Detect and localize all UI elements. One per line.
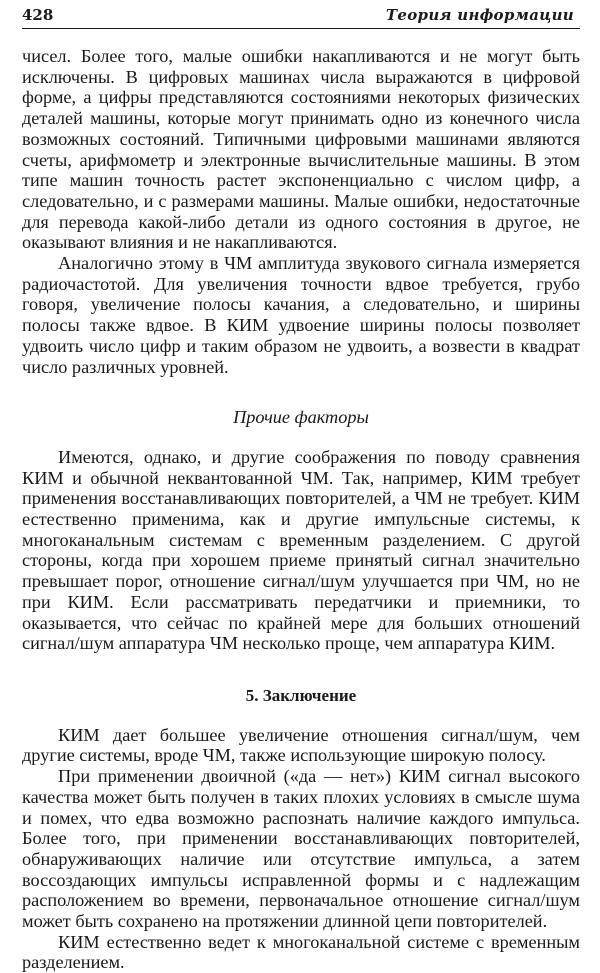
body-text bbox=[22, 46, 580, 973]
paragraph: КИМ дает большее увеличение отношения сигнал/шум, чем другие системы, вроде ЧМ, также использующие широкую полосу. bbox=[22, 724, 580, 766]
paragraph: Имеются, однако, и другие соображения по поводу сравнения КИМ и обычной неквантованной ЧМ. Так, например, КИМ требует применения восстанавливающих повторителей, а ЧМ не требует. КИМ естественно применима, как и другие импульсные системы, к многоканальным системам с временным разделением. С другой стороны, когда при хорошем приеме принятый сигнал значительно превышает порог, отношение сигнал/шум улучшается при ЧМ, но не при КИМ. Если рассматривать передатчики и приемники, то оказывается, что сейчас по крайней мере для больших отношений сигнал/шум аппаратура ЧМ несколько проще, чем аппаратура КИМ. bbox=[22, 446, 580, 654]
paragraph: КИМ естественно ведет к многоканальной системе с временным разделением. bbox=[22, 931, 580, 973]
page-number: 428 bbox=[22, 6, 54, 24]
paragraph: При применении двоичной («да — нет») КИМ сигнал высокого качества может быть получен в таких плохих условиях в смысле шума и помех, что едва возможно распознать наличие каждого импульса. Более того, при применении восстанавливающих повторителей, обнаруживающих наличие или отсутствие импульса, а затем воссоздающих импульсы исправленной формы и с надлежащим расположением во времени, первоначальное отношение сигнал/шум может быть сохранено на протяжении длинной цепи повторителей. bbox=[22, 766, 580, 932]
section-heading-other-factors: Прочие факторы bbox=[233, 407, 369, 428]
page-header bbox=[22, 0, 580, 34]
header-rule bbox=[22, 28, 580, 29]
paragraph: чисел. Более того, малые ошибки накапливаются и не могут быть исключены. В цифровых машинах числа выражаются в цифровой форме, а цифры представляются состояниями некоторых физических деталей машины, которые могут принимать одно из конечного числа возможных состояний. Типичными цифровыми машинами являются счеты, арифмометр и электронные вычислительные машины. В этом типе машин точность растет экспоненциально с числом цифр, а следовательно, и с размерами машины. Малые ошибки, недостаточные для перевода какой-либо детали из одного состояния в другое, не оказывают влияния и не накапливаются. bbox=[22, 46, 580, 253]
paragraph: Аналогично этому в ЧМ амплитуда звукового сигнала измеряется радиочастотой. Для увеличения точности вдвое требуется, грубо говоря, увеличение полосы качания, а следовательно, и ширины полосы также вдвое. В КИМ удвоение ширины полосы позволяет удвоить число цифр и таким образом не удвоить, а возвести в квадрат число различных уровней. bbox=[22, 253, 580, 377]
section-heading-conclusion: 5. Заключение bbox=[245, 685, 357, 705]
running-title: Теория информации bbox=[385, 6, 574, 24]
